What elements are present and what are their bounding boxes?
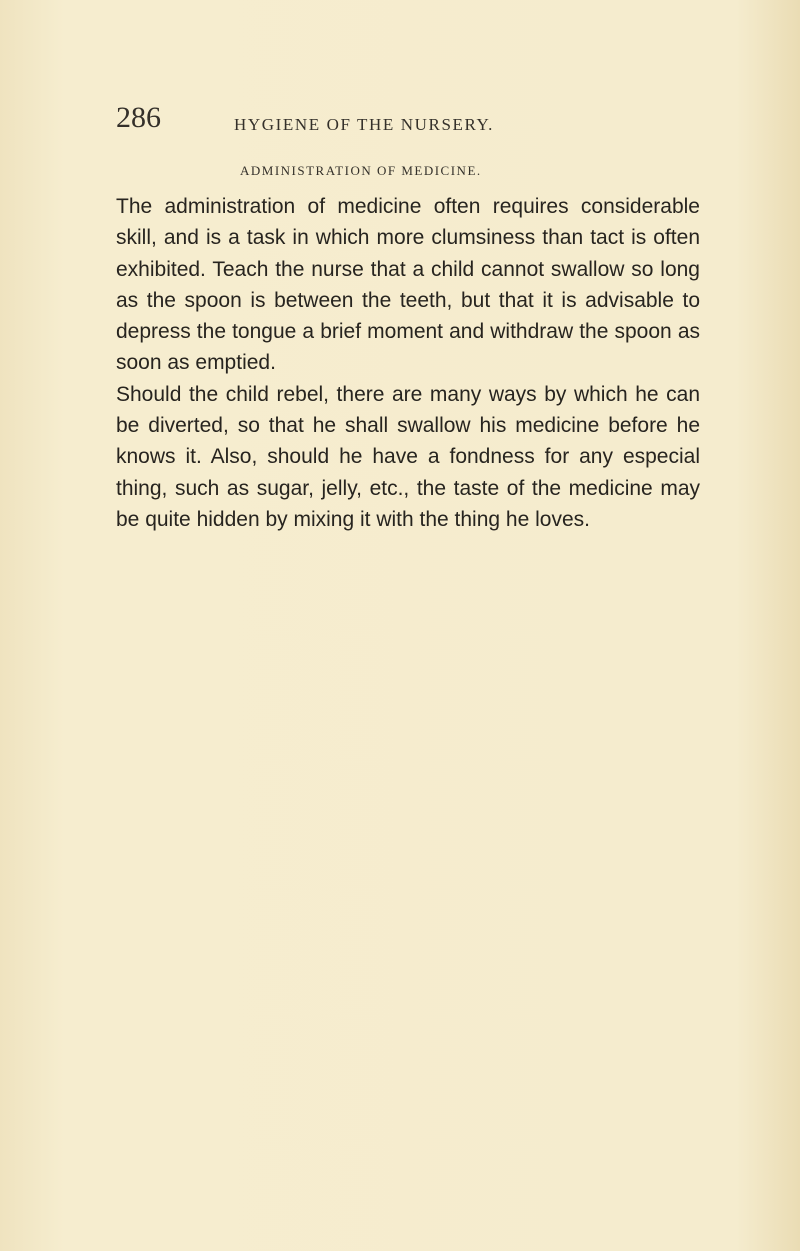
- section-title: ADMINISTRATION OF MEDICINE.: [240, 163, 482, 178]
- page-number: 286: [116, 101, 161, 134]
- running-head: HYGIENE OF THE NURSERY.: [234, 115, 495, 134]
- paragraph: The administration of medicine often requires considerable skill, and is a task in which more clumsiness than tact is often exhibited. Teach the nurse that a child cannot swallow so long as the spoon is between the teeth, but that it is advisable to depress the tongue a brief moment and withdraw the spoon as soon as emptied.: [116, 195, 700, 375]
- body-text: [116, 191, 700, 535]
- paragraph: Should the child rebel, there are many ways by which he can be diverted, so that he shall swallow his medicine before he knows it. Also, should he have a fondness for any especial thing, such as sugar, jelly, etc., the taste of the medicine may be quite hidden by mixing it with the thing he loves.: [116, 382, 700, 531]
